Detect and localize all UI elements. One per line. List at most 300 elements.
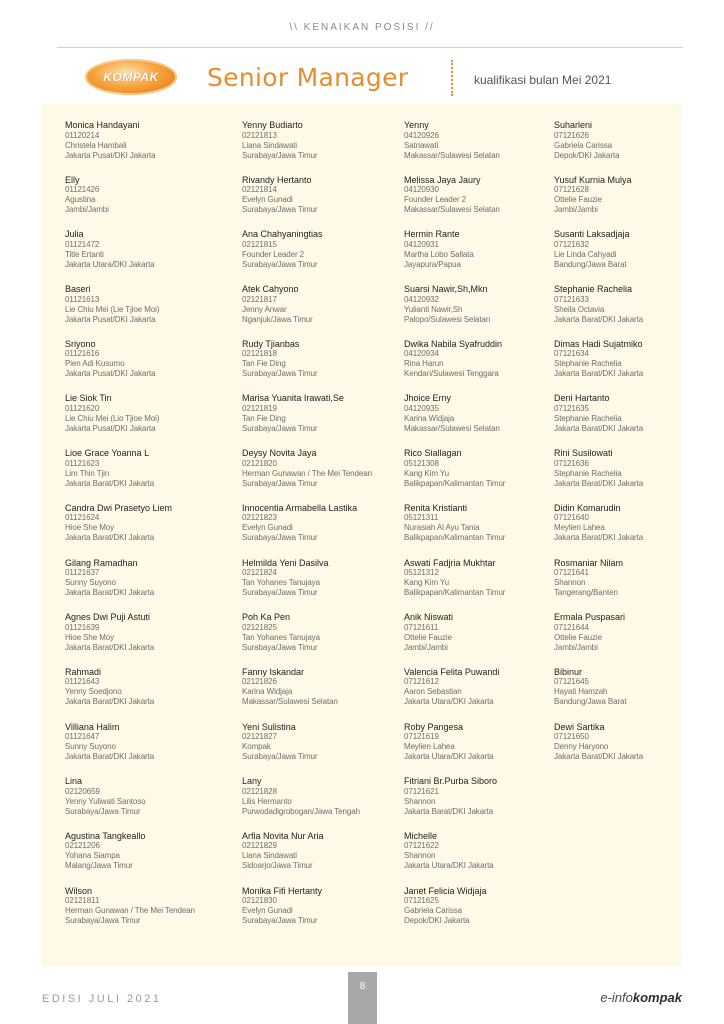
member-name: Yenny Budiarto xyxy=(242,120,303,130)
member-name: Michelle xyxy=(404,830,438,841)
member-name: Dewi Sartika xyxy=(554,721,605,732)
member-name: Rahmadi xyxy=(65,666,102,677)
member-sponsor: Sunny Suyono xyxy=(65,742,116,752)
member-location: Jakarta Barat/DKI Jakarta xyxy=(65,478,155,488)
member-location: Jakarta Utara/DKI Jakarta xyxy=(404,861,494,871)
member-location: Jakarta Barat/DKI Jakarta xyxy=(65,642,155,652)
member-location: Purwodadigrobogan/Jawa Tengah xyxy=(242,806,360,816)
member-entry xyxy=(242,886,402,941)
member-id: 07121628 xyxy=(554,185,589,195)
member-sponsor: Satriawati xyxy=(404,140,439,150)
member-entry xyxy=(242,448,402,503)
member-sponsor: Hayati Hamzah xyxy=(554,687,608,697)
member-id: 02121828 xyxy=(242,786,277,796)
member-entry xyxy=(404,284,564,339)
edition-label: EDISI JULI 2021 xyxy=(42,993,162,1005)
member-sponsor: Pien Adi Kusumo xyxy=(65,359,125,369)
member-entry xyxy=(404,667,564,722)
member-id: 02121811 xyxy=(65,896,100,906)
member-sponsor: Yohana Siampa xyxy=(65,851,120,861)
member-sponsor: Hioe She Moy xyxy=(65,632,115,642)
member-name: Poh Ka Pen xyxy=(242,612,291,623)
member-sponsor: Gabriela Carissa xyxy=(404,906,462,916)
member-entry xyxy=(242,558,402,613)
member-sponsor: Founder Leader 2 xyxy=(242,249,305,259)
member-location: Jakarta Barat/DKI Jakarta xyxy=(554,533,644,543)
member-name: Rini Susilowati xyxy=(554,448,613,459)
member-location: Jakarta Barat/DKI Jakarta xyxy=(65,588,155,597)
member-name: Ermala Puspasari xyxy=(554,612,626,623)
member-location: Jakarta Barat/DKI Jakarta xyxy=(554,423,644,433)
member-location: Surabaya/Jawa Timur xyxy=(242,423,318,433)
member-name: Melissa Jaya Jaury xyxy=(404,174,481,185)
member-location: Surabaya/Jawa Timur xyxy=(242,752,318,762)
member-entry xyxy=(242,175,402,230)
member-name: Yusuf Kurnia Mulya xyxy=(554,174,632,185)
member-location: Bandung/Jawa Barat xyxy=(554,259,627,269)
member-sponsor: Ottelie Fauzie xyxy=(554,632,602,642)
member-id: 07121640 xyxy=(554,513,589,523)
member-id: 02121813 xyxy=(242,130,277,140)
member-name: Suarsi Nawir,Sh,Mkn xyxy=(404,284,488,295)
member-location: Jakarta Barat/DKI Jakarta xyxy=(554,478,644,488)
member-name: Stephanie Rachelia xyxy=(554,284,633,295)
member-name: Susanti Laksadjaja xyxy=(554,229,630,240)
member-name: Monica Handayani xyxy=(65,120,140,130)
member-sponsor: Founder Leader 2 xyxy=(404,195,467,205)
member-name: Marisa Yuanita Irawati,Se xyxy=(242,393,344,404)
member-id: 02121206 xyxy=(65,841,100,851)
member-name: Lioe Grace Yoanna L xyxy=(65,448,150,459)
member-location: Surabaya/Jawa Timur xyxy=(65,806,141,816)
member-entry xyxy=(65,831,225,886)
member-id: 07121641 xyxy=(554,568,589,577)
member-sponsor: Ottelie Fauzie xyxy=(554,195,602,205)
member-sponsor: Shannon xyxy=(404,796,436,806)
member-sponsor: Lilis Hermanto xyxy=(242,796,292,806)
member-name: Baseri xyxy=(65,284,91,295)
member-id: 04120930 xyxy=(404,185,439,195)
member-id: 02120659 xyxy=(65,786,100,796)
member-entry xyxy=(404,393,564,448)
member-id: 07121612 xyxy=(404,677,439,687)
member-location: Jakarta Barat/DKI Jakarta xyxy=(554,314,644,324)
member-sponsor: Tan Fie Ding xyxy=(242,359,286,369)
member-sponsor: Christela Hambali xyxy=(65,140,127,150)
member-location: Makassar/Sulawesi Selatan xyxy=(404,423,500,433)
member-location: Jakarta Barat/DKI Jakarta xyxy=(65,533,155,543)
member-entry xyxy=(242,831,402,886)
member-location: Jambi/Jambi xyxy=(554,642,598,652)
member-id: 07121636 xyxy=(554,458,589,468)
member-id: 02121817 xyxy=(242,294,277,304)
member-id: 02121826 xyxy=(242,677,277,687)
member-entry xyxy=(65,612,225,667)
kompak-logo xyxy=(85,59,177,95)
member-location: Jakarta Utara/DKI Jakarta xyxy=(404,752,494,762)
member-location: Makassar/Sulawesi Selatan xyxy=(404,205,500,215)
member-sponsor: Rina Harun xyxy=(404,359,444,369)
member-name: Bibinur xyxy=(554,666,583,677)
member-location: Malang/Jawa Timur xyxy=(65,861,133,871)
member-sponsor: Sunny Suyono xyxy=(65,578,116,587)
member-location: Balikpapan/Kalimantan Timur xyxy=(404,588,506,597)
member-sponsor: Herman Gunawan / The Mei Tendean xyxy=(242,468,372,478)
member-id: 04120932 xyxy=(404,294,439,304)
member-sponsor: Stephanie Rachelia xyxy=(554,468,622,478)
member-name: Aswati Fadjria Mukhtar xyxy=(404,557,496,568)
member-entry xyxy=(404,448,564,503)
member-name: Rosmaniar Nilam xyxy=(554,557,624,568)
member-sponsor: Yenny Soedjono xyxy=(65,687,122,697)
member-entry xyxy=(404,776,564,831)
member-location: Surabaya/Jawa Timur xyxy=(242,259,318,269)
member-entry xyxy=(65,393,225,448)
member-location: Surabaya/Jawa Timur xyxy=(242,588,318,597)
member-id: 01121647 xyxy=(65,732,100,742)
member-location: Surabaya/Jawa Timur xyxy=(65,916,141,926)
member-sponsor: Yulianti Nawir,Sh xyxy=(404,304,463,314)
member-name: Yeni Sulistina xyxy=(242,721,296,732)
member-name: Arfia Novita Nur Aria xyxy=(242,830,324,841)
member-location: Jakarta Utara/DKI Jakarta xyxy=(65,259,155,269)
member-id: 05121308 xyxy=(404,458,439,468)
member-location: Surabaya/Jawa Timur xyxy=(242,642,318,652)
member-sponsor: Liana Sindawati xyxy=(242,140,297,150)
member-name: Lie Siok Tin xyxy=(65,393,112,404)
column-2 xyxy=(242,120,402,940)
member-entry xyxy=(554,612,714,667)
header-divider xyxy=(57,47,683,48)
member-location: Jakarta Barat/DKI Jakarta xyxy=(65,752,155,762)
member-sponsor: Sheila Octavia xyxy=(554,304,605,314)
member-name: Agnes Dwi Puji Astuti xyxy=(65,612,151,623)
member-name: Fanny Iskandar xyxy=(242,666,305,677)
member-id: 05121311 xyxy=(404,513,439,523)
member-id: 07121645 xyxy=(554,677,589,687)
member-location: Jakarta Barat/DKI Jakarta xyxy=(404,806,494,816)
member-id: 01121643 xyxy=(65,677,100,687)
member-entry xyxy=(554,284,714,339)
member-sponsor: Tan Yohanes Tanujaya xyxy=(242,578,320,587)
member-location: Depok/DKI Jakarta xyxy=(554,150,620,160)
member-id: 04120926 xyxy=(404,130,439,140)
member-location: Tangerang/Banten xyxy=(554,588,618,597)
member-id: 02121829 xyxy=(242,841,277,851)
member-name: Renita Kristianti xyxy=(404,502,468,513)
member-entry xyxy=(404,175,564,230)
member-entry xyxy=(65,339,225,394)
member-sponsor: Evelyn Gunadi xyxy=(242,906,293,916)
member-sponsor: Herman Gunawan / The Mei Tendean xyxy=(65,906,195,916)
member-name: Roby Pangesa xyxy=(404,721,464,732)
member-id: 04120931 xyxy=(404,239,439,249)
member-name: Villiana Halim xyxy=(65,721,120,732)
member-id: 07121625 xyxy=(404,896,439,906)
member-sponsor: Meylien Lahea xyxy=(554,523,605,533)
member-entry xyxy=(65,503,225,558)
member-name: Suharleni xyxy=(554,120,593,130)
member-entry xyxy=(554,503,714,558)
member-name: Dimas Hadi Sujatmiko xyxy=(554,338,643,349)
member-name: Fitriani Br.Purba Siboro xyxy=(404,776,498,787)
member-sponsor: Liana Sindawati xyxy=(242,851,297,861)
member-entry xyxy=(65,886,225,941)
member-entry xyxy=(65,284,225,339)
member-name: Didin Komarudin xyxy=(554,502,621,513)
member-sponsor: Shannon xyxy=(554,578,586,587)
member-entry xyxy=(404,612,564,667)
member-entry xyxy=(404,558,564,613)
dotted-separator xyxy=(451,60,453,96)
member-sponsor: Tan Yohanes Tanujaya xyxy=(242,632,320,642)
member-entry xyxy=(65,558,225,613)
member-location: Nganjuk/Jawa Timur xyxy=(242,314,313,324)
member-entry xyxy=(242,229,402,284)
member-location: Depok/DKI Jakarta xyxy=(404,916,470,926)
member-entry xyxy=(554,448,714,503)
page-number: 8 xyxy=(348,972,377,1024)
member-name: Agustina Tangkeallo xyxy=(65,830,146,841)
member-id: 04120934 xyxy=(404,349,439,359)
member-entry xyxy=(554,667,714,722)
column-3 xyxy=(404,120,564,940)
member-entry xyxy=(554,722,714,777)
member-entry xyxy=(554,120,714,175)
member-id: 01121637 xyxy=(65,568,100,577)
member-id: 01121623 xyxy=(65,458,100,468)
member-id: 01121639 xyxy=(65,622,100,632)
member-location: Jakarta Barat/DKI Jakarta xyxy=(554,752,644,762)
member-sponsor: Aaron Sebastian xyxy=(404,687,462,697)
member-id: 07121632 xyxy=(554,239,589,249)
member-sponsor: Stephanie Rachelia xyxy=(554,413,622,423)
member-entry xyxy=(65,667,225,722)
member-entry xyxy=(554,229,714,284)
member-entry xyxy=(242,339,402,394)
member-sponsor: Hioe She Moy xyxy=(65,523,115,533)
member-id: 07121634 xyxy=(554,349,589,359)
member-id: 07121650 xyxy=(554,732,589,742)
member-name: Janet Felicia Widjaja xyxy=(404,885,487,896)
member-id: 07121619 xyxy=(404,732,439,742)
member-sponsor: Evelyn Gunadi xyxy=(242,195,293,205)
member-entry xyxy=(65,722,225,777)
member-location: Jakarta Utara/DKI Jakarta xyxy=(404,697,494,707)
member-name: Monika Fifi Hertanty xyxy=(242,885,323,896)
member-name: Lina xyxy=(65,776,83,787)
member-sponsor: Karina Widjaja xyxy=(242,687,293,697)
member-id: 07121622 xyxy=(404,841,439,851)
member-sponsor: Lie Chiu Mei (Lie Tjioe Moi) xyxy=(65,304,160,314)
member-name: Rudy Tjianbas xyxy=(242,338,300,349)
member-entry xyxy=(404,120,564,175)
member-location: Jakarta Pusat/DKI Jakarta xyxy=(65,423,156,433)
member-location: Bandung/Jawa Barat xyxy=(554,697,627,707)
member-location: Surabaya/Jawa Timur xyxy=(242,478,318,488)
member-id: 02121815 xyxy=(242,239,277,249)
member-sponsor: Lie Linda Cahyadi xyxy=(554,249,617,259)
member-sponsor: Ottelie Fauzie xyxy=(404,632,452,642)
member-name: Valencia Felita Puwandi xyxy=(404,666,500,677)
member-sponsor: Title Ertanti xyxy=(65,249,104,259)
member-name: Anik Niswati xyxy=(404,612,454,623)
member-sponsor: Denny Haryono xyxy=(554,742,609,752)
member-entry xyxy=(242,120,402,175)
member-sponsor: Meylien Lahea xyxy=(404,742,455,752)
member-name: Hermin Rante xyxy=(404,229,460,240)
member-name: Ana Chahyaningtias xyxy=(242,229,323,240)
member-location: Sidoarjo/Jawa Timur xyxy=(242,861,313,871)
member-entry xyxy=(554,339,714,394)
member-id: 01120214 xyxy=(65,130,100,140)
member-entry xyxy=(242,503,402,558)
member-id: 07121644 xyxy=(554,622,589,632)
member-id: 01121426 xyxy=(65,185,100,195)
member-location: Makassar/Sulawesi Selatan xyxy=(242,697,338,707)
member-entry xyxy=(242,612,402,667)
member-id: 07121635 xyxy=(554,403,589,413)
member-entry xyxy=(404,722,564,777)
member-id: 02121814 xyxy=(242,185,277,195)
member-location: Surabaya/Jawa Timur xyxy=(242,533,318,543)
member-name: Candra Dwi Prasetyo Liem xyxy=(65,502,173,513)
member-id: 07121611 xyxy=(404,622,439,632)
member-entry xyxy=(242,667,402,722)
member-id: 07121626 xyxy=(554,130,589,140)
member-name: Atek Cahyono xyxy=(242,284,299,295)
member-id: 05121312 xyxy=(404,568,439,577)
member-name: Julia xyxy=(65,229,84,240)
member-sponsor: Tan Fie Ding xyxy=(242,413,286,423)
member-location: Palopo/Sulawesi Selatan xyxy=(404,314,491,324)
member-sponsor: Kang Kim Yu xyxy=(404,468,450,478)
member-sponsor: Nurasiah Al Ayu Tania xyxy=(404,523,480,533)
member-sponsor: Gabriela Carissa xyxy=(554,140,612,150)
member-id: 02121824 xyxy=(242,568,277,577)
member-id: 02121823 xyxy=(242,513,277,523)
member-name: Sriyono xyxy=(65,338,96,349)
member-entry xyxy=(404,229,564,284)
member-id: 01121613 xyxy=(65,294,100,304)
member-name: Innocentia Armabella Lastika xyxy=(242,502,358,513)
member-location: Jakarta Barat/DKI Jakarta xyxy=(65,697,155,707)
member-id: 01121624 xyxy=(65,513,100,523)
member-id: 07121633 xyxy=(554,294,589,304)
member-location: Jambi/Jambi xyxy=(554,205,598,215)
member-entry xyxy=(554,558,714,613)
member-location: Jayapura/Papua xyxy=(404,259,461,269)
section-tag: \\ KENAIKAN POSISI // xyxy=(289,22,435,33)
member-location: Jakarta Pusat/DKI Jakarta xyxy=(65,369,156,379)
member-entry xyxy=(554,393,714,448)
member-name: Dwika Nabila Syafruddin xyxy=(404,338,503,349)
page-title: Senior Manager xyxy=(207,63,409,92)
member-location: Jakarta Barat/DKI Jakarta xyxy=(554,369,644,379)
member-location: Jambi/Jambi xyxy=(404,642,448,652)
member-name: Yenny xyxy=(404,120,429,130)
member-name: Deysy Novita Jaya xyxy=(242,448,317,459)
member-entry xyxy=(404,886,564,941)
member-entry xyxy=(404,831,564,886)
member-entry xyxy=(404,503,564,558)
member-location: Surabaya/Jawa Timur xyxy=(242,916,318,926)
member-location: Jakarta Pusat/DKI Jakarta xyxy=(65,314,156,324)
member-location: Balikpapan/Kalimantan Timur xyxy=(404,533,506,543)
member-location: Balikpapan/Kalimantan Timur xyxy=(404,478,506,488)
member-entry xyxy=(65,120,225,175)
member-name: Rivandy Hertanto xyxy=(242,174,312,185)
member-id: 07121621 xyxy=(404,786,439,796)
brand-footer xyxy=(600,990,682,1005)
member-entry xyxy=(404,339,564,394)
member-id: 01121616 xyxy=(65,349,100,359)
member-id: 02121819 xyxy=(242,403,277,413)
page-subtitle: kualifikasi bulan Mei 2021 xyxy=(474,73,612,87)
member-entry xyxy=(242,284,402,339)
member-entry xyxy=(65,229,225,284)
member-id: 02121825 xyxy=(242,622,277,632)
member-location: Jambi/Jambi xyxy=(65,205,109,215)
member-location: Jakarta Pusat/DKI Jakarta xyxy=(65,150,156,160)
member-name: Helmilda Yeni Dasilva xyxy=(242,557,329,568)
column-1 xyxy=(65,120,225,940)
member-name: Deni Hartanto xyxy=(554,393,610,404)
member-entry xyxy=(65,175,225,230)
member-sponsor: Evelyn Gunadi xyxy=(242,523,293,533)
member-name: Elly xyxy=(65,174,80,185)
member-id: 02121820 xyxy=(242,458,277,468)
member-entry xyxy=(554,175,714,230)
member-id: 01121472 xyxy=(65,239,100,249)
member-sponsor: Agustina xyxy=(65,195,96,205)
member-id: 02121827 xyxy=(242,732,277,742)
member-sponsor: Jenny Anwar xyxy=(242,304,287,314)
member-name: Wilson xyxy=(65,885,93,896)
member-id: 02121818 xyxy=(242,349,277,359)
member-entry xyxy=(242,722,402,777)
member-entry xyxy=(242,776,402,831)
member-sponsor: Shannon xyxy=(404,851,436,861)
member-location: Makassar/Sulawesi Selatan xyxy=(404,150,500,160)
member-location: Kendari/Sulawesi Tenggara xyxy=(404,369,499,379)
member-id: 01121620 xyxy=(65,403,100,413)
logo-text: KOMPAK xyxy=(103,70,159,84)
member-location: Surabaya/Jawa Timur xyxy=(242,369,318,379)
member-location: Surabaya/Jawa Timur xyxy=(242,205,318,215)
member-sponsor: Karina Widjaja xyxy=(404,413,455,423)
member-name: Jhoice Erny xyxy=(404,393,452,404)
member-name: Gilang Ramadhan xyxy=(65,557,138,568)
member-id: 02121830 xyxy=(242,896,277,906)
member-entry xyxy=(242,393,402,448)
member-sponsor: Yenny Yuliwati Santoso xyxy=(65,796,146,806)
member-id: 04120935 xyxy=(404,403,439,413)
brand-bold: kompak xyxy=(632,990,682,1005)
member-entry xyxy=(65,448,225,503)
member-sponsor: Kompak xyxy=(242,742,271,752)
member-sponsor: Kang Kim Yu xyxy=(404,578,450,587)
brand-prefix: e-info xyxy=(600,990,633,1005)
member-sponsor: Stephanie Rachelia xyxy=(554,359,622,369)
member-entry xyxy=(65,776,225,831)
member-location: Surabaya/Jawa Timur xyxy=(242,150,318,160)
column-4 xyxy=(554,120,714,776)
member-sponsor: Lim Thin Tjin xyxy=(65,468,110,478)
member-sponsor: Martha Lobo Sallata xyxy=(404,249,474,259)
member-name: Lany xyxy=(242,776,262,787)
member-name: Rico Siallagan xyxy=(404,448,462,459)
